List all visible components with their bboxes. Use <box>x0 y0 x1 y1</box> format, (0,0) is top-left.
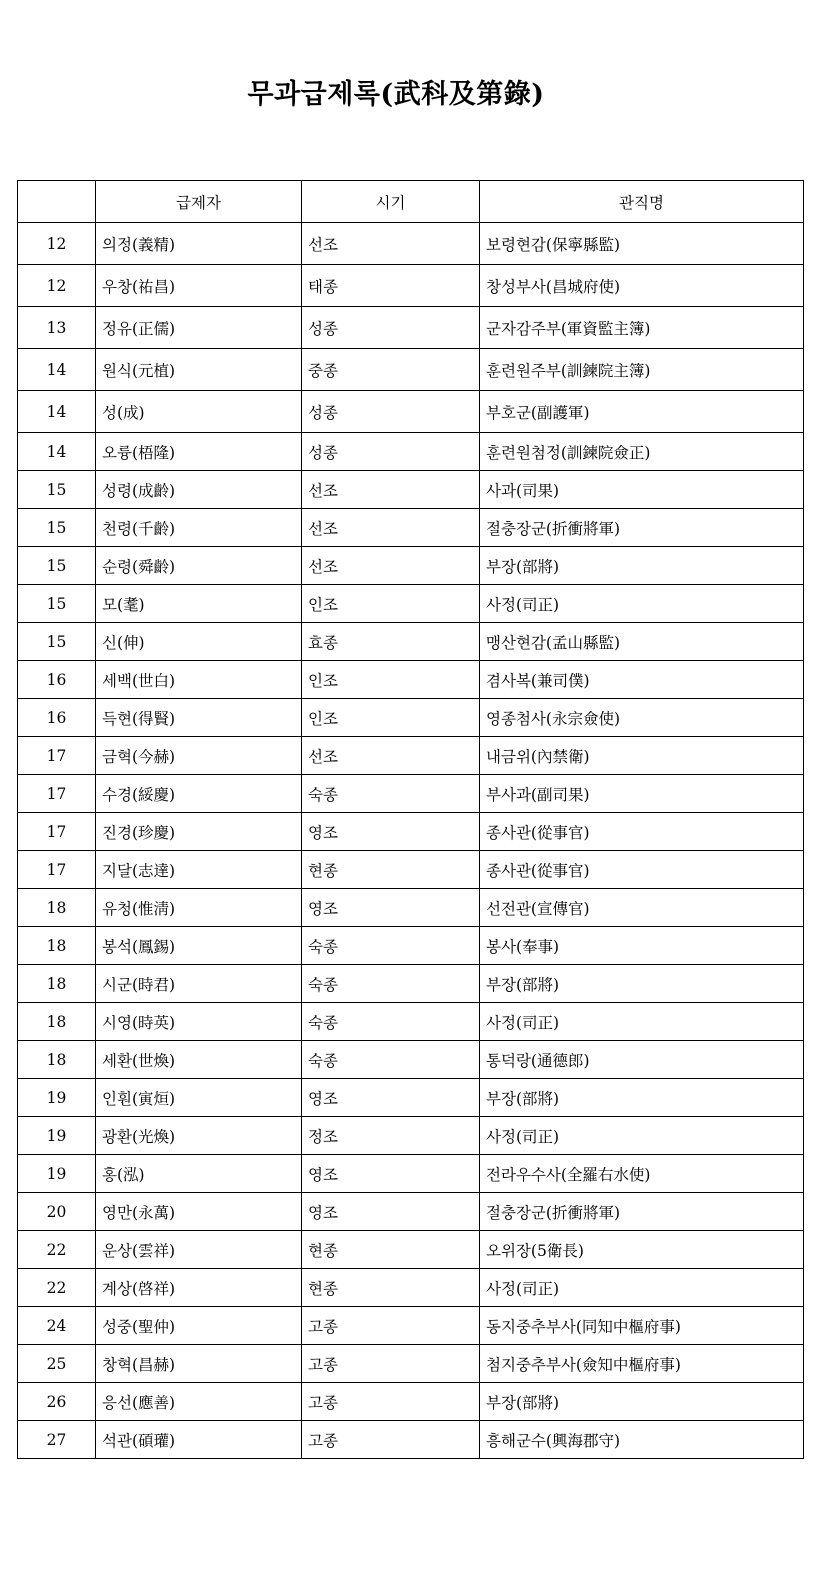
cell-office: 선전관(宣傳官) <box>480 889 804 927</box>
table-row <box>18 349 804 391</box>
cell-period: 선조 <box>302 737 480 775</box>
table-row <box>18 265 804 307</box>
cell-office: 종사관(從事官) <box>480 813 804 851</box>
cell-passer: 성령(成齡) <box>96 471 302 509</box>
cell-period: 인조 <box>302 699 480 737</box>
cell-generation: 25 <box>18 1345 96 1383</box>
cell-generation: 15 <box>18 547 96 585</box>
table-row <box>18 433 804 471</box>
cell-period: 중종 <box>302 349 480 391</box>
cell-generation: 20 <box>18 1193 96 1231</box>
cell-office: 부장(部將) <box>480 547 804 585</box>
cell-passer: 우창(祐昌) <box>96 265 302 307</box>
cell-office: 보령현감(保寧縣監) <box>480 223 804 265</box>
cell-office: 부장(部將) <box>480 965 804 1003</box>
cell-generation: 17 <box>18 737 96 775</box>
cell-period: 고종 <box>302 1383 480 1421</box>
cell-generation: 19 <box>18 1155 96 1193</box>
table-row <box>18 851 804 889</box>
table-row <box>18 699 804 737</box>
cell-passer: 봉석(鳳錫) <box>96 927 302 965</box>
table-row <box>18 1269 804 1307</box>
table-row <box>18 965 804 1003</box>
cell-passer: 수경(綏慶) <box>96 775 302 813</box>
cell-office: 부장(部將) <box>480 1383 804 1421</box>
cell-period: 숙종 <box>302 1041 480 1079</box>
cell-generation: 27 <box>18 1421 96 1459</box>
cell-office: 사과(司果) <box>480 471 804 509</box>
table-row <box>18 775 804 813</box>
cell-period: 숙종 <box>302 1003 480 1041</box>
cell-office: 창성부사(昌城府使) <box>480 265 804 307</box>
cell-office: 통덕랑(通德郎) <box>480 1041 804 1079</box>
table-row <box>18 927 804 965</box>
cell-generation: 14 <box>18 433 96 471</box>
cell-generation: 22 <box>18 1231 96 1269</box>
cell-passer: 창혁(昌赫) <box>96 1345 302 1383</box>
table-row <box>18 547 804 585</box>
cell-period: 선조 <box>302 509 480 547</box>
cell-period: 숙종 <box>302 965 480 1003</box>
cell-generation: 15 <box>18 471 96 509</box>
header-period: 시기 <box>302 181 480 223</box>
cell-passer: 유청(惟淸) <box>96 889 302 927</box>
cell-period: 고종 <box>302 1307 480 1345</box>
table-row <box>18 1307 804 1345</box>
cell-office: 봉사(奉事) <box>480 927 804 965</box>
cell-generation: 18 <box>18 1041 96 1079</box>
cell-passer: 원식(元植) <box>96 349 302 391</box>
table-row <box>18 661 804 699</box>
cell-passer: 세환(世煥) <box>96 1041 302 1079</box>
cell-generation: 14 <box>18 349 96 391</box>
cell-office: 절충장군(折衝將軍) <box>480 509 804 547</box>
cell-office: 동지중추부사(同知中樞府事) <box>480 1307 804 1345</box>
table-row <box>18 1421 804 1459</box>
cell-generation: 13 <box>18 307 96 349</box>
cell-generation: 24 <box>18 1307 96 1345</box>
cell-passer: 천령(千齡) <box>96 509 302 547</box>
table-row <box>18 585 804 623</box>
cell-period: 숙종 <box>302 927 480 965</box>
cell-office: 겸사복(兼司僕) <box>480 661 804 699</box>
cell-period: 영조 <box>302 813 480 851</box>
cell-period: 현종 <box>302 1231 480 1269</box>
cell-passer: 계상(啓祥) <box>96 1269 302 1307</box>
cell-period: 영조 <box>302 1079 480 1117</box>
cell-office: 부사과(副司果) <box>480 775 804 813</box>
cell-period: 성종 <box>302 433 480 471</box>
cell-passer: 홍(泓) <box>96 1155 302 1193</box>
cell-generation: 17 <box>18 851 96 889</box>
cell-generation: 18 <box>18 927 96 965</box>
cell-office: 사정(司正) <box>480 1117 804 1155</box>
cell-office: 사정(司正) <box>480 1269 804 1307</box>
cell-period: 현종 <box>302 1269 480 1307</box>
cell-passer: 지달(志達) <box>96 851 302 889</box>
cell-period: 성종 <box>302 391 480 433</box>
cell-generation: 16 <box>18 661 96 699</box>
cell-period: 숙종 <box>302 775 480 813</box>
cell-office: 부호군(副護軍) <box>480 391 804 433</box>
cell-generation: 26 <box>18 1383 96 1421</box>
cell-period: 영조 <box>302 1155 480 1193</box>
cell-period: 선조 <box>302 547 480 585</box>
cell-generation: 14 <box>18 391 96 433</box>
header-office: 관직명 <box>480 181 804 223</box>
cell-period: 인조 <box>302 585 480 623</box>
table-row <box>18 471 804 509</box>
cell-passer: 석관(碩瓘) <box>96 1421 302 1459</box>
cell-passer: 성(成) <box>96 391 302 433</box>
cell-period: 인조 <box>302 661 480 699</box>
cell-office: 첨지중추부사(僉知中樞府事) <box>480 1345 804 1383</box>
table-row <box>18 1079 804 1117</box>
cell-office: 부장(部將) <box>480 1079 804 1117</box>
table-row <box>18 1345 804 1383</box>
header-generation <box>18 181 96 223</box>
cell-passer: 광환(光煥) <box>96 1117 302 1155</box>
table-row <box>18 1117 804 1155</box>
cell-generation: 15 <box>18 509 96 547</box>
cell-office: 사정(司正) <box>480 1003 804 1041</box>
cell-generation: 15 <box>18 623 96 661</box>
cell-passer: 세백(世白) <box>96 661 302 699</box>
cell-passer: 인훤(寅烜) <box>96 1079 302 1117</box>
cell-generation: 17 <box>18 775 96 813</box>
cell-passer: 시군(時君) <box>96 965 302 1003</box>
table-row <box>18 1383 804 1421</box>
cell-passer: 진경(珍慶) <box>96 813 302 851</box>
cell-period: 정조 <box>302 1117 480 1155</box>
cell-office: 내금위(內禁衛) <box>480 737 804 775</box>
cell-passer: 성중(聖仲) <box>96 1307 302 1345</box>
cell-generation: 17 <box>18 813 96 851</box>
cell-period: 성종 <box>302 307 480 349</box>
cell-period: 영조 <box>302 889 480 927</box>
table-row <box>18 813 804 851</box>
cell-office: 군자감주부(軍資監主簿) <box>480 307 804 349</box>
cell-generation: 18 <box>18 889 96 927</box>
cell-office: 오위장(5衛長) <box>480 1231 804 1269</box>
table-row <box>18 1231 804 1269</box>
cell-passer: 정유(正儒) <box>96 307 302 349</box>
table-row <box>18 737 804 775</box>
cell-passer: 득현(得賢) <box>96 699 302 737</box>
table-header-row <box>18 181 804 223</box>
cell-passer: 순령(舜齡) <box>96 547 302 585</box>
table-row <box>18 509 804 547</box>
cell-generation: 19 <box>18 1079 96 1117</box>
cell-passer: 신(伸) <box>96 623 302 661</box>
cell-passer: 금혁(今赫) <box>96 737 302 775</box>
cell-generation: 18 <box>18 1003 96 1041</box>
table-row <box>18 1155 804 1193</box>
cell-passer: 운상(雲祥) <box>96 1231 302 1269</box>
table-row <box>18 391 804 433</box>
cell-passer: 모(耄) <box>96 585 302 623</box>
table-row <box>18 1003 804 1041</box>
cell-generation: 15 <box>18 585 96 623</box>
cell-generation: 12 <box>18 265 96 307</box>
table-row <box>18 623 804 661</box>
cell-passer: 의정(義精) <box>96 223 302 265</box>
table-row <box>18 307 804 349</box>
cell-office: 흥해군수(興海郡守) <box>480 1421 804 1459</box>
table-row <box>18 1041 804 1079</box>
cell-passer: 응선(應善) <box>96 1383 302 1421</box>
cell-generation: 16 <box>18 699 96 737</box>
cell-office: 영종첨사(永宗僉使) <box>480 699 804 737</box>
cell-period: 선조 <box>302 471 480 509</box>
cell-office: 종사관(從事官) <box>480 851 804 889</box>
cell-office: 절충장군(折衝將軍) <box>480 1193 804 1231</box>
cell-period: 효종 <box>302 623 480 661</box>
cell-office: 맹산현감(孟山縣監) <box>480 623 804 661</box>
cell-period: 태종 <box>302 265 480 307</box>
cell-period: 선조 <box>302 223 480 265</box>
cell-generation: 12 <box>18 223 96 265</box>
cell-office: 전라우수사(全羅右水使) <box>480 1155 804 1193</box>
header-passer: 급제자 <box>96 181 302 223</box>
cell-office: 사정(司正) <box>480 585 804 623</box>
table-row <box>18 223 804 265</box>
cell-period: 고종 <box>302 1345 480 1383</box>
cell-period: 현종 <box>302 851 480 889</box>
gwageo-table <box>17 180 804 1459</box>
cell-passer: 시영(時英) <box>96 1003 302 1041</box>
table-row <box>18 1193 804 1231</box>
cell-passer: 오륭(梧隆) <box>96 433 302 471</box>
cell-period: 고종 <box>302 1421 480 1459</box>
cell-passer: 영만(永萬) <box>96 1193 302 1231</box>
document-title: 무과급제록(武科及第錄) <box>247 79 545 110</box>
cell-generation: 18 <box>18 965 96 1003</box>
cell-generation: 19 <box>18 1117 96 1155</box>
table-row <box>18 889 804 927</box>
cell-generation: 22 <box>18 1269 96 1307</box>
cell-office: 훈련원첨정(訓鍊院僉正) <box>480 433 804 471</box>
cell-office: 훈련원주부(訓鍊院主簿) <box>480 349 804 391</box>
cell-period: 영조 <box>302 1193 480 1231</box>
